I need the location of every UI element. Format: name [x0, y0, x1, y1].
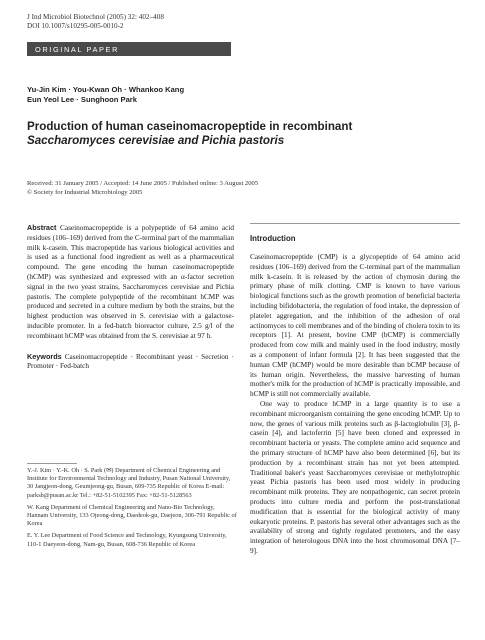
authors-line-1: Yu-Jin Kim · You-Kwan Oh · Whankoo Kang: [27, 85, 185, 94]
title-line-1: Production of human caseinomacropeptide in recombinant: [27, 120, 353, 133]
introduction-column: [250, 253, 460, 557]
authors-line-2: Eun Yeol Lee · Sunghoon Park: [27, 95, 137, 104]
doi: DOI 10.1007/s10295-005-0010-2: [27, 22, 124, 30]
affiliations: [27, 467, 237, 553]
keywords-label: Keywords: [27, 351, 62, 361]
abstract: [27, 223, 234, 342]
abstract-column: [27, 223, 234, 372]
intro-divider: [250, 223, 460, 224]
journal-header: [27, 13, 164, 31]
intro-paragraph-2: One way to produce hCMP in a large quantity is to use a recombinant microorganism containing the gene encoding hCMP. Up to now, the genes of various milk proteins such as β-lactoglobulin [3], β-casein [4], and lactoferrin [5] have been cloned and expressed in recombinant bacteria or yeasts. The complete amino acid sequence and the primary structure of hCMP have also been determined [6], but its production by a recombinant strain has not yet been attempted. Traditional baker's yeast Saccharomyces cerevisiae or methylotrophic yeast Pichia pastoris has been used most widely in producing recombinant milk proteins. They are nonpathogenic, can secret protein products into culture media and perform the post-translational modification that is essential for the biological activity of many eukaryotic proteins. P. pastoris has several other advantages such as the availability of strong and tightly regulated promoters, and the easy integration of heterologous DNA into the host chromosomal DNA [7–9].: [250, 399, 460, 555]
dates-line: Received: 31 January 2005 / Accepted: 14 June 2005 / Published online: 3 August 2005: [27, 180, 259, 187]
affiliation-2: W. Kang Department of Chemical Engineering and Nano-Bio Technology, Hannam University, 133 Ojeong-dong, Daedeok-gu, Daejeon, 306-791 Republic of Korea: [27, 503, 237, 528]
copyright-line: © Society for Industrial Microbiology 2005: [27, 189, 143, 196]
keywords: [27, 352, 234, 373]
article-type-label: ORIGINAL PAPER: [35, 45, 120, 54]
article-type-banner: [27, 42, 231, 56]
paper-title: [27, 120, 467, 148]
abstract-text: Caseinomacropeptide is a polypeptide of 64 amino acid residues (106–169) derived from the C-terminal part of the mammalian milk k-casein. This macropeptide has various biological activities and is used as a functional food ingredient as well as a pharmaceutical compound. The gene encoding the human caseinomacropeptide (hCMP) was synthesized and expressed with an α-factor secretion signal in the two yeast strains, Saccharomyces cerevisiae and Pichia pastoris. The complete polypeptide of the recombinant hCMP was produced and secreted in a culture medium by both the strains, but the highest production was observed in S. cerevisiae with a galactose-inducible promoter. In a fed-batch bioreactor culture, 2.5 g/l of the recombinant hCMP was obtained from the S. cerevisiae at 97 h.: [27, 224, 234, 340]
introduction-heading: Introduction: [250, 234, 296, 243]
affiliation-1: Y.-J. Kim · Y.-K. Oh · S. Park (✉) Department of Chemical Engineering and Institute for Environmental Technology and Industry, Pusan National University, 30 Jangjeon-dong, Geumjeong-gu, Busan, 609-735 Republic of Korea E-mail: parksh@pusan.ac.kr Tel.: +82-51-5102395 Fax: +82-51-5128563: [27, 467, 231, 499]
keywords-text: Caseinomacropeptide · Recombinant yeast · Secretion · Promoter · Fed-batch: [27, 352, 234, 371]
journal-citation: J Ind Microbiol Biotechnol (2005) 32: 402–408: [27, 13, 164, 21]
title-line-2: Saccharomyces cerevisiae and Pichia pastoris: [27, 134, 285, 147]
author-list: [27, 85, 184, 105]
publication-dates: [27, 179, 258, 197]
affiliation-divider: [27, 463, 77, 464]
abstract-label: Abstract: [27, 223, 57, 232]
affiliation-3: E. Y. Lee Department of Food Science and Technology, Kyungsung University, 110-1 Daeyeon-dong, Nam-gu, Busan, 608-736 Republic of Korea: [27, 532, 227, 548]
intro-paragraph-1: Caseinomacropeptide (CMP) is a glycopeptide of 64 amino acid residues (106–169) derived from the C-terminal part of the mammalian milk k-casein. It is released by the action of chymosin during the primary phase of milk clotting. CMP is known to have various biological functions such as the growth promotion of beneficial bacteria including bifidobacteria, the regulation of food intake, the depression of platelet aggregation, and the inhibition of the adhesion of oral actinomyces to cell membranes and of the binding of cholera toxin to its receptors [1]. At present, bovine CMP (bCMP) is commercially produced from cow milk and mainly used in the food industry, mostly as a component of infant formula [2]. It has been suggested that the human CMP (hCMP) would be more desirable than bCMP because of its human origin. Nevertheless, the massive harvesting of human mother's milk for the production of hCMP is practically impossible, and hCMP is still not commercially available.: [250, 253, 460, 399]
